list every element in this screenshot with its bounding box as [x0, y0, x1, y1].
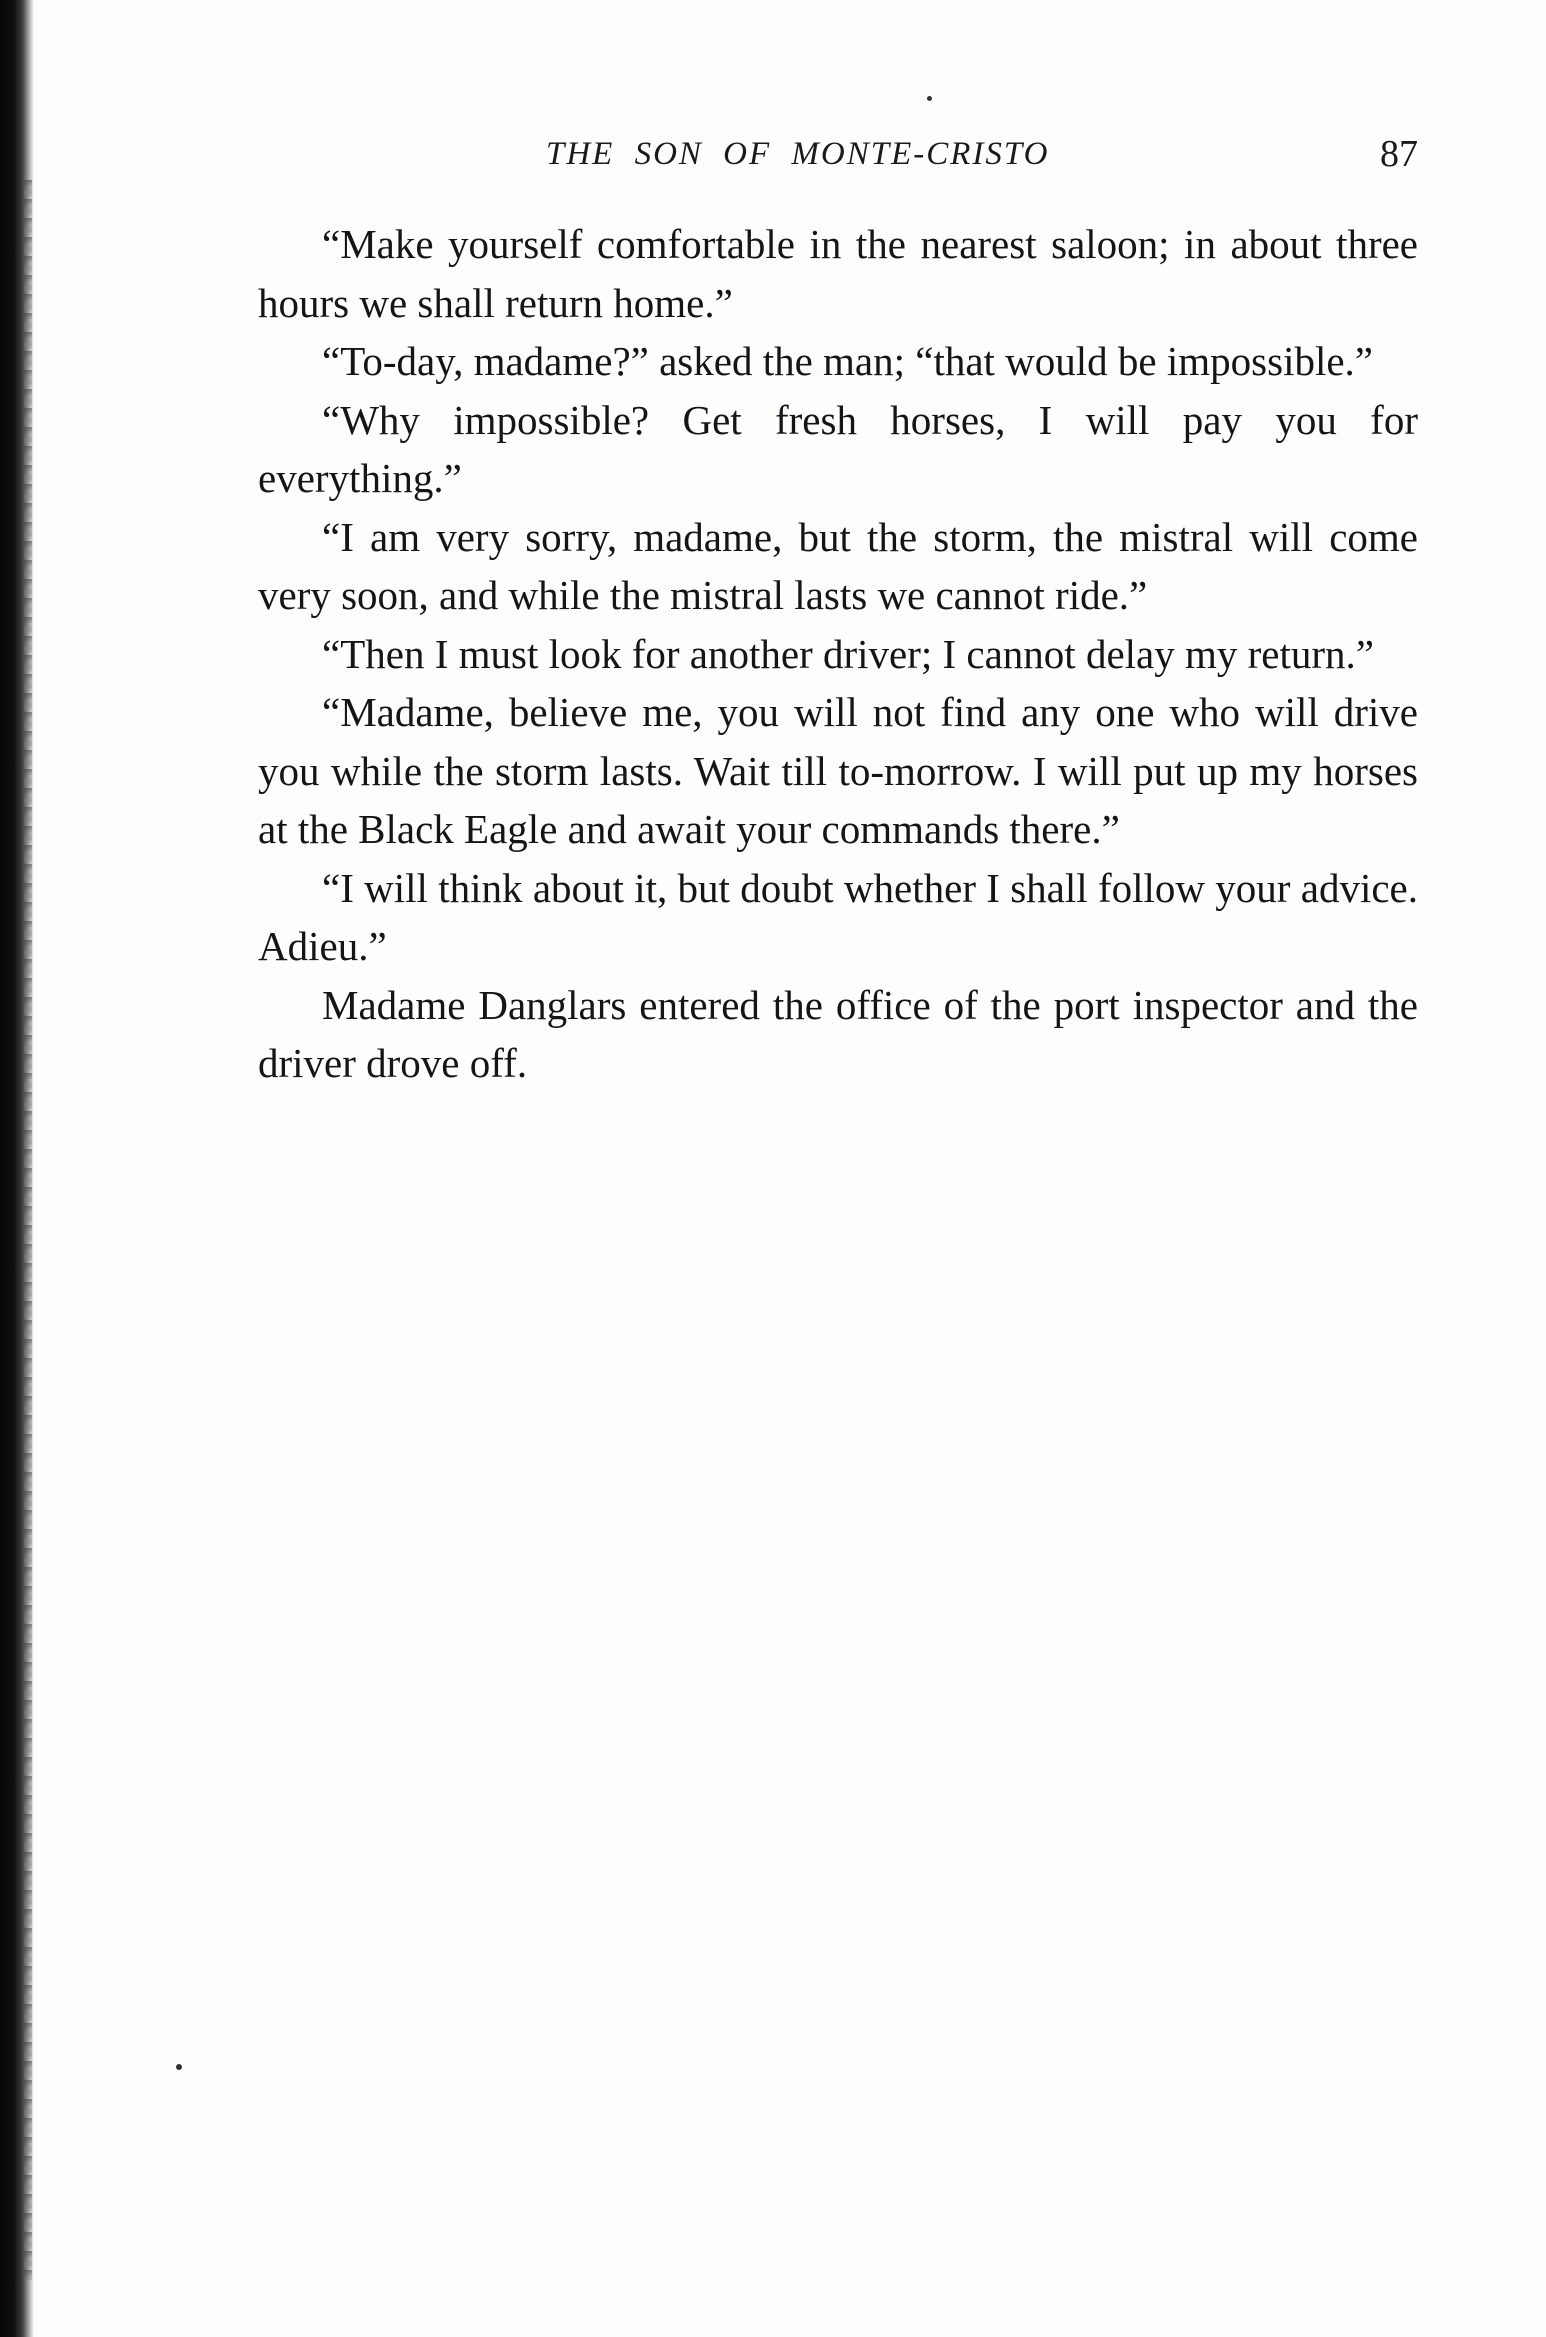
running-title: THE SON OF MONTE-CRISTO	[546, 136, 1050, 172]
body-text	[258, 215, 1418, 1093]
paragraph: “Why impossible? Get fresh horses, I will pay you for everything.”	[258, 396, 1418, 501]
page-number: 87	[1380, 133, 1418, 175]
paragraph: “Then I must look for another driver; I cannot delay my return.”	[322, 630, 1374, 677]
paragraph: “I will think about it, but doubt whether I shall follow your advice. Adieu.”	[258, 864, 1418, 969]
running-head	[258, 132, 1418, 182]
paragraph: “I am very sorry, madame, but the storm, the mistral will come very soon, and while the mistral lasts we cannot ride.”	[258, 513, 1418, 618]
paragraph: “Make yourself comfortable in the nearest saloon; in about three hours we shall return home.”	[258, 221, 1418, 326]
ink-speck	[927, 96, 932, 101]
ink-speck	[176, 2064, 182, 2070]
binding-edge	[0, 0, 34, 2337]
paragraph: Madame Danglars entered the office of the port inspector and the driver drove off.	[258, 981, 1418, 1086]
paragraph: “Madame, believe me, you will not find any one who will drive you while the storm lasts. Wait till to-morrow. I will put up my horses at the Black Eagle and await your commands there.”	[258, 689, 1418, 852]
paragraph: “To-day, madame?” asked the man; “that would be impossible.”	[322, 338, 1374, 384]
